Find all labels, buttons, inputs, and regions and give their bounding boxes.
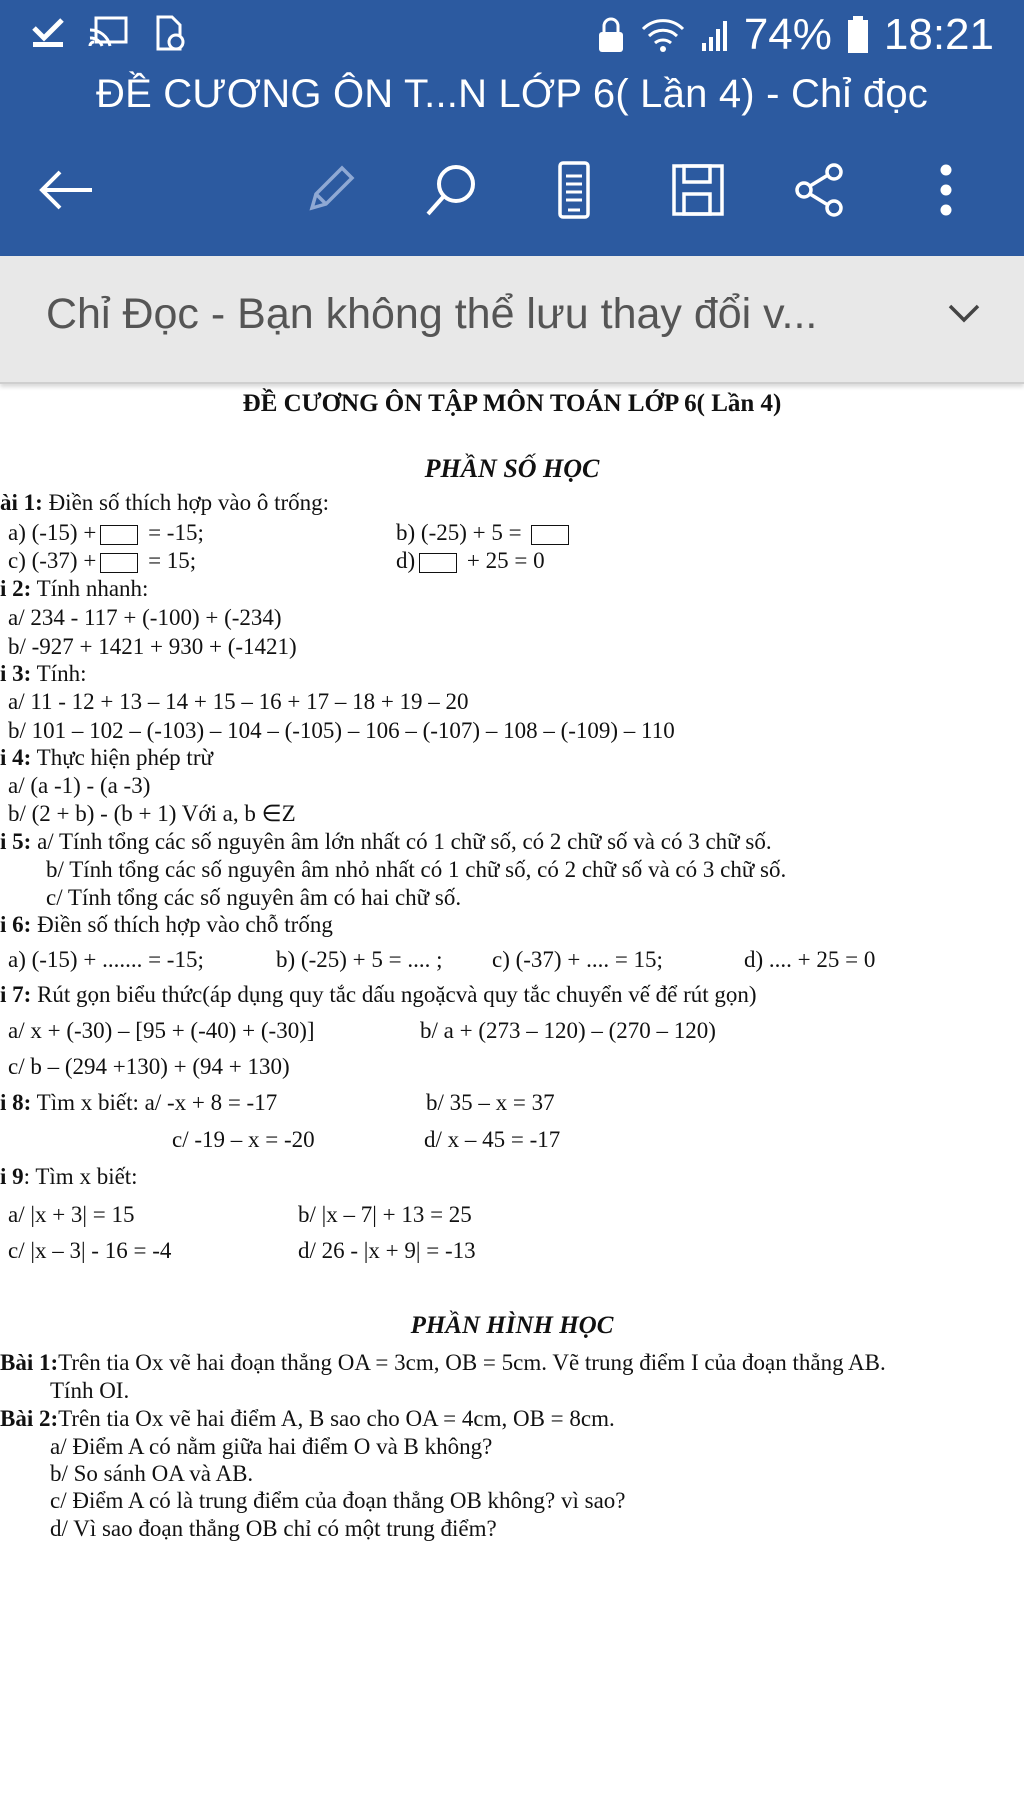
geometry-1: Bài 1:Trên tia Ox vẽ hai đoạn thẳng OA = 3cm, OB = 5cm. Vẽ trung điểm I của đoạn thẳng AB. <box>0 1350 886 1375</box>
exercise-1-c: c) (-37) + = 15; <box>8 548 197 573</box>
exercise-1-a: a) (-15) + = -15; <box>8 520 204 545</box>
exercise-8-c: c/ -19 – x = -20 <box>172 1127 315 1152</box>
expand-banner-button[interactable] <box>944 294 984 339</box>
exercise-8-a: i 8: Tìm x biết: a/ -x + 8 = -17 <box>0 1090 278 1115</box>
exercise-4-b: b/ (2 + b) - (b + 1) Với a, b ∈Z <box>8 801 296 826</box>
exercise-2-b: b/ -927 + 1421 + 930 + (-1421) <box>8 634 297 659</box>
exercise-1-d: d) + 25 = 0 <box>396 548 545 573</box>
geometry-2-d: d/ Vì sao đoạn thẳng OB chỉ có một trung điểm? <box>50 1516 497 1541</box>
exercise-5-b: b/ Tính tổng các số nguyên âm nhỏ nhất có 1 chữ số, có 2 chữ số và có 3 chữ số. <box>46 857 787 882</box>
exercise-8-d: d/ x – 45 = -17 <box>424 1127 561 1152</box>
geometry-2-a: a/ Điểm A có nằm giữa hai điểm O và B không? <box>50 1434 493 1459</box>
more-vertical-icon <box>936 162 956 218</box>
document-title: ĐỀ CƯƠNG ÔN T...N LỚP 6( Lần 4) - Chỉ đọc <box>96 72 928 116</box>
document-page[interactable] <box>0 384 1024 1820</box>
read-only-message: Chỉ Đọc - Bạn không thể lưu thay đổi v... <box>46 290 818 338</box>
exercise-5-a: i 5: a/ Tính tổng các số nguyên âm lớn nhất có 1 chữ số, có 2 chữ số và có 3 chữ số. <box>0 829 772 854</box>
file-sync-icon <box>152 14 188 52</box>
exercise-9-c: c/ |x – 3| - 16 = -4 <box>8 1238 172 1263</box>
signal-icon <box>700 17 730 53</box>
wifi-icon <box>640 17 686 53</box>
exercise-3-b: b/ 101 – 102 – (-103) – 104 – (-105) – 106 – (-107) – 108 – (-109) – 110 <box>8 718 675 743</box>
pencil-icon <box>302 162 358 218</box>
exercise-9-a: a/ |x + 3| = 15 <box>8 1202 135 1227</box>
edit-button[interactable] <box>290 150 370 230</box>
section-heading-geometry: PHẦN HÌNH HỌC <box>410 1312 614 1339</box>
section-heading-arithmetic: PHẦN SỐ HỌC <box>424 454 600 483</box>
exercise-6-d: d) .... + 25 = 0 <box>744 947 876 972</box>
download-complete-icon <box>30 14 66 50</box>
battery-icon <box>846 15 870 55</box>
exercise-6-title: i 6: Điền số thích hợp vào chỗ trống <box>0 912 333 937</box>
exercise-7-a: a/ x + (-30) – [95 + (-40) + (-30)] <box>8 1018 315 1043</box>
exercise-6-a: a) (-15) + ....... = -15; <box>8 947 204 972</box>
back-arrow-icon <box>36 168 96 212</box>
clock: 18:21 <box>883 10 994 59</box>
exercise-6-b: b) (-25) + 5 = .... ; <box>276 947 443 972</box>
save-icon <box>670 162 726 218</box>
exercise-7-b: b/ a + (273 – 120) – (270 – 120) <box>420 1018 716 1043</box>
exercise-7-c: c/ b – (294 +130) + (94 + 130) <box>8 1054 290 1079</box>
geometry-1-cont: Tính OI. <box>50 1378 130 1403</box>
exercise-9-b: b/ |x – 7| + 13 = 25 <box>298 1202 472 1227</box>
exercise-3-a: a/ 11 - 12 + 13 – 14 + 15 – 16 + 17 – 18 + 19 – 20 <box>8 689 469 714</box>
share-button[interactable] <box>780 150 860 230</box>
mobile-view-icon <box>554 160 594 220</box>
cast-icon <box>88 14 130 50</box>
exercise-4-title: i 4: Thực hiện phép trừ <box>0 745 213 770</box>
exercise-4-a: a/ (a -1) - (a -3) <box>8 773 151 798</box>
reading-view-button[interactable] <box>534 150 614 230</box>
exercise-1-b: b) (-25) + 5 = <box>396 520 573 546</box>
exercise-9-d: d/ 26 - |x + 9| = -13 <box>298 1238 476 1263</box>
exercise-2-title: i 2: Tính nhanh: <box>0 576 149 601</box>
save-button[interactable] <box>658 150 738 230</box>
geometry-2-b: b/ So sánh OA và AB. <box>50 1461 254 1486</box>
geometry-2-c: c/ Điểm A có là trung điểm của đoạn thẳng OB không? vì sao? <box>50 1488 626 1513</box>
back-button[interactable] <box>26 150 106 230</box>
exercise-7-title: i 7: Rút gọn biểu thức(áp dụng quy tắc dấu ngoặcvà quy tắc chuyển vế để rút gọn) <box>0 982 757 1007</box>
exercise-1-title: ài 1: Điền số thích hợp vào ô trống: <box>0 490 330 515</box>
exercise-9-title: i 9: Tìm x biết: <box>0 1164 138 1189</box>
exercise-2-a: a/ 234 - 117 + (-100) + (-234) <box>8 605 282 630</box>
exercise-6-c: c) (-37) + .... = 15; <box>492 947 663 972</box>
share-icon <box>792 162 848 218</box>
more-options-button[interactable] <box>906 150 986 230</box>
chevron-down-icon <box>944 294 984 334</box>
status-bar <box>0 0 1024 70</box>
search-button[interactable] <box>412 150 492 230</box>
vpn-lock-icon <box>596 16 626 54</box>
exercise-3-title: i 3: Tính: <box>0 661 87 686</box>
search-icon <box>422 160 482 220</box>
toolbar <box>0 150 1024 230</box>
battery-percent: 74% <box>743 10 832 59</box>
geometry-2: Bài 2:Trên tia Ox vẽ hai điểm A, B sao cho OA = 4cm, OB = 8cm. <box>0 1406 615 1431</box>
app-header <box>0 0 1024 256</box>
doc-heading: ĐỀ CƯƠNG ÔN TẬP MÔN TOÁN LỚP 6( Lần 4) <box>242 390 782 417</box>
read-only-banner[interactable] <box>0 256 1024 384</box>
exercise-8-b: b/ 35 – x = 37 <box>426 1090 555 1115</box>
exercise-5-c: c/ Tính tổng các số nguyên âm có hai chữ số. <box>46 885 462 910</box>
